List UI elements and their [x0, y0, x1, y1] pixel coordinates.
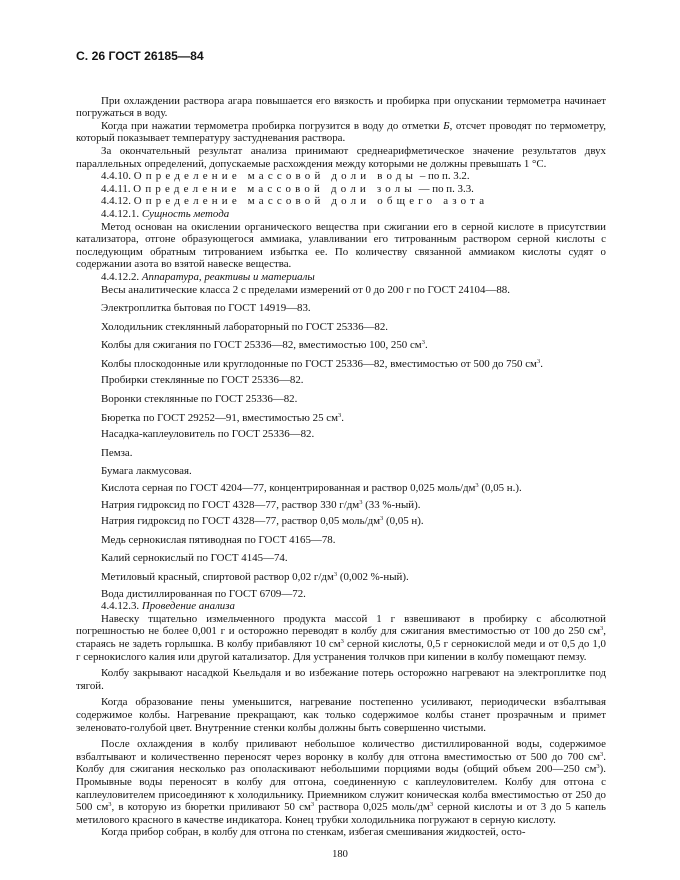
equipment-item: Пробирки стеклянные по ГОСТ 25336—82. — [101, 374, 304, 387]
equipment-item: Колбы для сжигания по ГОСТ 25336—82, вместимостью 100, 250 $см^3$. — [101, 339, 428, 352]
equipment-item: Насадка-каплеуловитель по ГОСТ 25336—82. — [101, 428, 315, 441]
paragraph-foam-heating: Когда образование пены уменьшится, нагревание постепенно усиливают, периодически взбалтывая содержимое колбы. Нагревание прекращают, как только содержимое колбы станет прозрачным и примет зеленовато-голубой цвет. Внутренние стенки колбы должны быть совершенно чистыми. — [76, 696, 606, 734]
reagent-item: Калий сернокислый по ГОСТ 4145—74. — [101, 552, 288, 565]
reagent-item: Натрия гидроксид по ГОСТ 4328—77, раствор 330 $г/дм^3$ (33 %-ный). — [101, 498, 421, 511]
reagent-item: Медь сернокислая пятиводная по ГОСТ 4165—78. — [101, 533, 336, 546]
equipment-item: Весы аналитические класса 2 с пределами измерений от 0 до 200 г по ГОСТ 24104—88. — [101, 283, 510, 296]
paragraph-distillation-setup: После охлаждения в колбу приливают небольшое количество дистиллированной воды, содержимое взбалтывают и количественно переносят через воронку в колбу для отгона вместимостью от 500 до 700 $см^3$. Колбу для сжигания несколько раз ополаскивают небольшими порциями воды (общий объем 200—250 $см^3$). Промывные воды переносят в колбу для отгона, соединенную с каплеуловителем. Колбу для отгона с каплеуловителем присоединяют к холодильнику. Приемником служит коническая колба вместимостью от 250 до 500 $см^3$, в которую из бюретки приливают 50 $см^3$ раствора 0,025 моль/$дм^3$ серной кислоты и от 3 до 5 капель метилового красного в качестве индикатора. Конец трубки холодильника погружают в серную кислоту. — [76, 738, 607, 826]
equipment-item: Бумага лакмусовая. — [101, 465, 192, 478]
equipment-item: Электроплитка бытовая по ГОСТ 14919—83. — [101, 302, 311, 315]
section-4-4-12: 4.4.12. Определение массовой доли общего азота — [101, 195, 489, 208]
paragraph-sample-preparation: Навеску тщательно измельченного продукта массой 1 г взвешивают в пробирку с абсолютной погрешностью не более 0,001 г и осторожно переводят в колбу для сжигания вместимостью от 100 до 250 $см^3$, стараясь не задеть горлышка. В колбу прибавляют 10 $см^3$ серной кислоты, 0,5 г сернокислой меди и от 0,5 до 1,0 г сернокислого калия или другой катализатор. Для устранения толчков при кипении в колбу помещают пемзу. — [76, 612, 606, 663]
reagent-item: Вода дистиллированная по ГОСТ 6709—72. — [101, 587, 306, 600]
paragraph-agar-cooling: При охлаждении раствора агара повышается его вязкость и пробирка при опускании термометра начинает погружаться в воду. — [76, 94, 606, 120]
paragraph-flask-heating: Колбу закрывают насадкой Кьельдаля и во избежание потерь осторожно нагревают на электроплитке под тягой. — [76, 667, 606, 692]
section-4-4-10: 4.4.10. Определение массовой доли воды – по п. 3.2. — [101, 170, 470, 183]
paragraph-thermometer-reading: Когда при нажатии термометра пробирка погрузится в воду до отметки Б, отсчет проводят по термометру, который показывает температуру застудневания раствора. — [76, 119, 606, 145]
paragraph-apparatus-assembled: Когда прибор собран, в колбу для отгона по стенкам, избегая смешивания жидкостей, осто- — [101, 826, 526, 839]
paragraph-final-result: За окончательный результат анализа принимают среднеарифметическое значение результатов двух параллельных определений, допускаемые расхождения между которыми не должны превышать 1 °С. — [76, 144, 606, 170]
equipment-item: Воронки стеклянные по ГОСТ 25336—82. — [101, 393, 298, 406]
paragraph-method-description: Метод основан на окислении органического вещества при сжигании его в серной кислоте в присутствии катализатора, отгоне образующегося аммиака, улавливании его титрованным раствором серной кислоты с последующим обратным титрованием избытка ее. По количеству связанной аммиаком кислоты судят о содержании азота во взятой навеске вещества. — [76, 220, 606, 271]
section-heading-analysis: 4.4.12.3. Проведение анализа — [101, 600, 235, 613]
equipment-item: Холодильник стеклянный лабораторный по ГОСТ 25336—82. — [101, 320, 389, 333]
section-4-4-11: 4.4.11. Определение массовой доли золы — по п. 3.3. — [101, 182, 474, 195]
section-heading-equipment: 4.4.12.2. Аппаратура, реактивы и материалы — [101, 270, 315, 283]
reagent-item: Метиловый красный, спиртовой раствор 0,02 $г/дм^3$ (0,002 %-ный). — [101, 571, 409, 583]
equipment-item: Пемза. — [101, 446, 133, 459]
reagent-item: Натрия гидроксид по ГОСТ 4328—77, раствор 0,05 моль/$дм^3$ (0,05 н). — [101, 515, 424, 528]
page-header: С. 26 ГОСТ 26185—84 — [76, 49, 204, 63]
document-page — [76, 50, 606, 839]
equipment-item: Колбы плоскодонные или круглодонные по ГОСТ 25336—82, вместимостью от 500 до 750 $см^3$. — [101, 357, 543, 370]
page-number: 180 — [332, 849, 348, 860]
reagent-item: Кислота серная по ГОСТ 4204—77, концентрированная и раствор 0,025 моль/$дм^3$ (0,05 н.). — [101, 482, 522, 495]
equipment-item: Бюретка по ГОСТ 29252—91, вместимостью 25 $см^3$. — [101, 411, 344, 424]
section-heading-method-essence: 4.4.12.1. Сущность метода — [101, 207, 230, 220]
